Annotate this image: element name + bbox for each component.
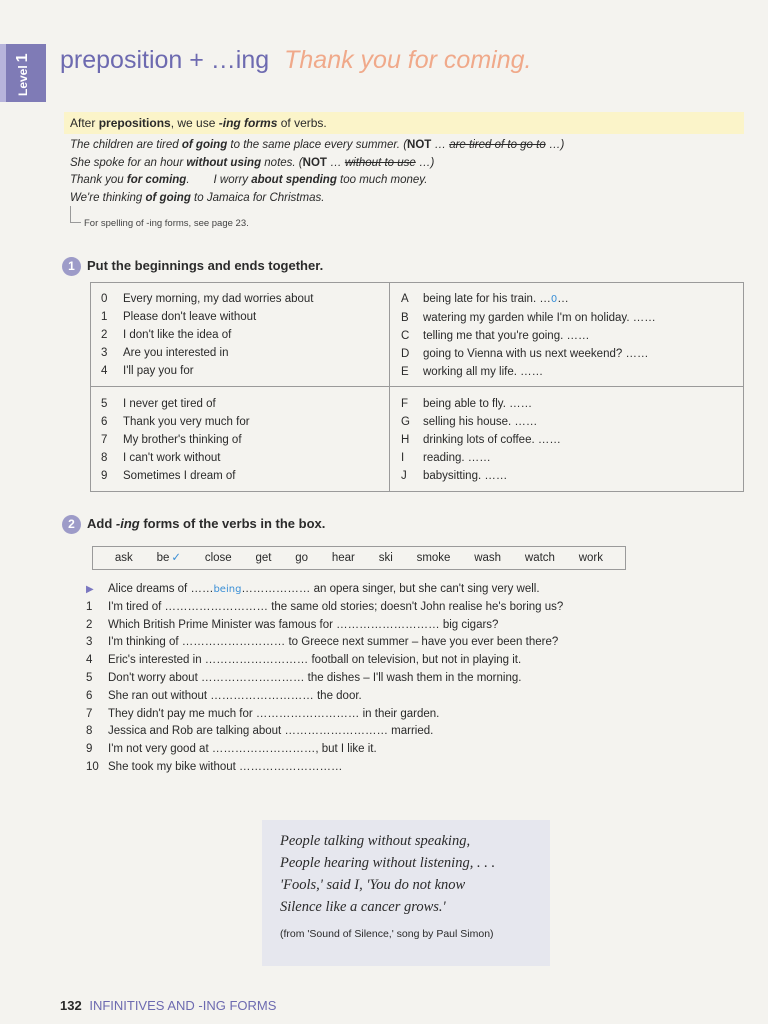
matching-table: [90, 282, 744, 492]
match-item: 1 Please don't leave without: [101, 311, 257, 323]
example-line-3: Thank you for coming. I worry about spending too much money.: [70, 174, 428, 186]
exercise-2-heading: 2 Add -ing forms of the verbs in the box.: [62, 515, 325, 534]
gap-fill-item: 5 Don't worry about ……………………… the dishes – I'll wash them in the morning.: [86, 671, 522, 684]
match-item: 6 Thank you very much for: [101, 416, 250, 428]
match-item: F being able to fly. ……: [401, 398, 533, 410]
match-item: 4 I'll pay you for: [101, 365, 194, 377]
quote-line: Silence like a cancer grows.': [280, 899, 446, 915]
match-item: B watering my garden while I'm on holiday. ……: [401, 312, 656, 324]
quote-line: People talking without speaking,: [280, 833, 471, 849]
level-tab: [0, 44, 46, 102]
verb-word: watch: [524, 552, 555, 564]
gap-fill-item: 3 I'm thinking of ……………………… to Greece next summer – have you ever been there?: [86, 636, 559, 649]
match-item: 9 Sometimes I dream of: [101, 470, 236, 482]
match-item: 2 I don't like the idea of: [101, 329, 232, 341]
match-item: 7 My brother's thinking of: [101, 434, 242, 446]
page-title: [60, 46, 531, 75]
spelling-note: For spelling of -ing forms, see page 23.: [84, 218, 249, 229]
verb-word: hear: [331, 552, 355, 564]
verb-word: smoke: [416, 552, 451, 564]
title-main: preposition + …ing: [60, 46, 270, 74]
quote-line: People hearing without listening, . . .: [280, 855, 496, 871]
example-line-1: The children are tired of going to the same place every summer. (NOT … are tired of to go to …): [70, 139, 565, 151]
match-item: G selling his house. ……: [401, 416, 538, 428]
gap-fill-item: 2 Which British Prime Minister was famous for ……………………… big cigars?: [86, 618, 499, 631]
verb-word: go: [295, 552, 309, 564]
handwritten-answer: being: [213, 584, 242, 595]
match-item: I reading. ……: [401, 452, 491, 464]
title-example: Thank you for coming.: [284, 46, 532, 74]
verb-word: be ✓: [156, 552, 182, 564]
note-arrow-icon: [70, 206, 81, 223]
match-item: H drinking lots of coffee. ……: [401, 434, 561, 446]
verb-word: ask: [114, 552, 133, 564]
section-title: INFINITIVES AND -ING FORMS: [89, 998, 277, 1013]
match-item: E working all my life. ……: [401, 366, 544, 378]
match-item: C telling me that you're going. ……: [401, 330, 590, 342]
gap-fill-item: 9 I'm not very good at ………………………, but I like it.: [86, 743, 377, 756]
verb-word: work: [578, 552, 604, 564]
verb-word: get: [255, 552, 272, 564]
page-footer: [60, 998, 276, 1013]
verb-word: ski: [378, 552, 393, 564]
gap-fill-item: 4 Eric's interested in ……………………… football on television, but not in playing it.: [86, 654, 522, 667]
match-item: 8 I can't work without: [101, 452, 221, 464]
check-icon: ✓: [171, 552, 182, 564]
gap-fill-item: 6 She ran out without ……………………… the door.: [86, 689, 362, 702]
verb-word: close: [204, 552, 232, 564]
match-item: D going to Vienna with us next weekend? ……: [401, 348, 649, 360]
verb-word: wash: [474, 552, 502, 564]
level-label: Level1: [14, 53, 31, 96]
gap-fill-list: [86, 581, 563, 777]
examples: [70, 137, 564, 207]
quote-source: (from 'Sound of Silence,' song by Paul Simon): [280, 928, 494, 940]
gap-fill-item: 8 Jessica and Rob are talking about ……………………… married.: [86, 725, 434, 738]
gap-fill-item: 7 They didn't pay me much for ……………………… in their garden.: [86, 707, 440, 720]
rule-box: After prepositions, we use -ing forms of verbs.: [64, 112, 744, 134]
gap-fill-item: 1 I'm tired of ……………………… the same old stories; doesn't John realise he's boring us?: [86, 600, 564, 613]
example-line-4: We're thinking of going to Jamaica for Christmas.: [70, 191, 325, 204]
handwritten-answer: 0: [550, 294, 558, 305]
example-line-2: She spoke for an hour without using notes. (NOT … without to use …): [70, 156, 435, 169]
verb-box: [92, 546, 626, 570]
page-number: 132: [60, 998, 82, 1013]
exercise-1-heading: 1 Put the beginnings and ends together.: [62, 257, 323, 276]
quote-line: 'Fools,' said I, 'You do not know: [280, 877, 466, 893]
exercise-2-number: 2: [62, 515, 81, 534]
match-item: A being late for his train. …0…: [401, 293, 569, 305]
example-item: ▶ Alice dreams of ……being……………… an opera singer, but she can't sing very well.: [86, 581, 563, 599]
gap-fill-item: 10 She took my bike without ………………………: [86, 760, 343, 773]
match-item: 3 Are you interested in: [101, 347, 229, 359]
triangle-icon: ▶: [86, 584, 94, 595]
match-item: J babysitting. ……: [401, 470, 508, 482]
exercise-1-number: 1: [62, 257, 81, 276]
match-item: 5 I never get tired of: [101, 398, 216, 410]
match-item: 0 Every morning, my dad worries about: [101, 293, 314, 305]
quote-box: [262, 820, 550, 966]
